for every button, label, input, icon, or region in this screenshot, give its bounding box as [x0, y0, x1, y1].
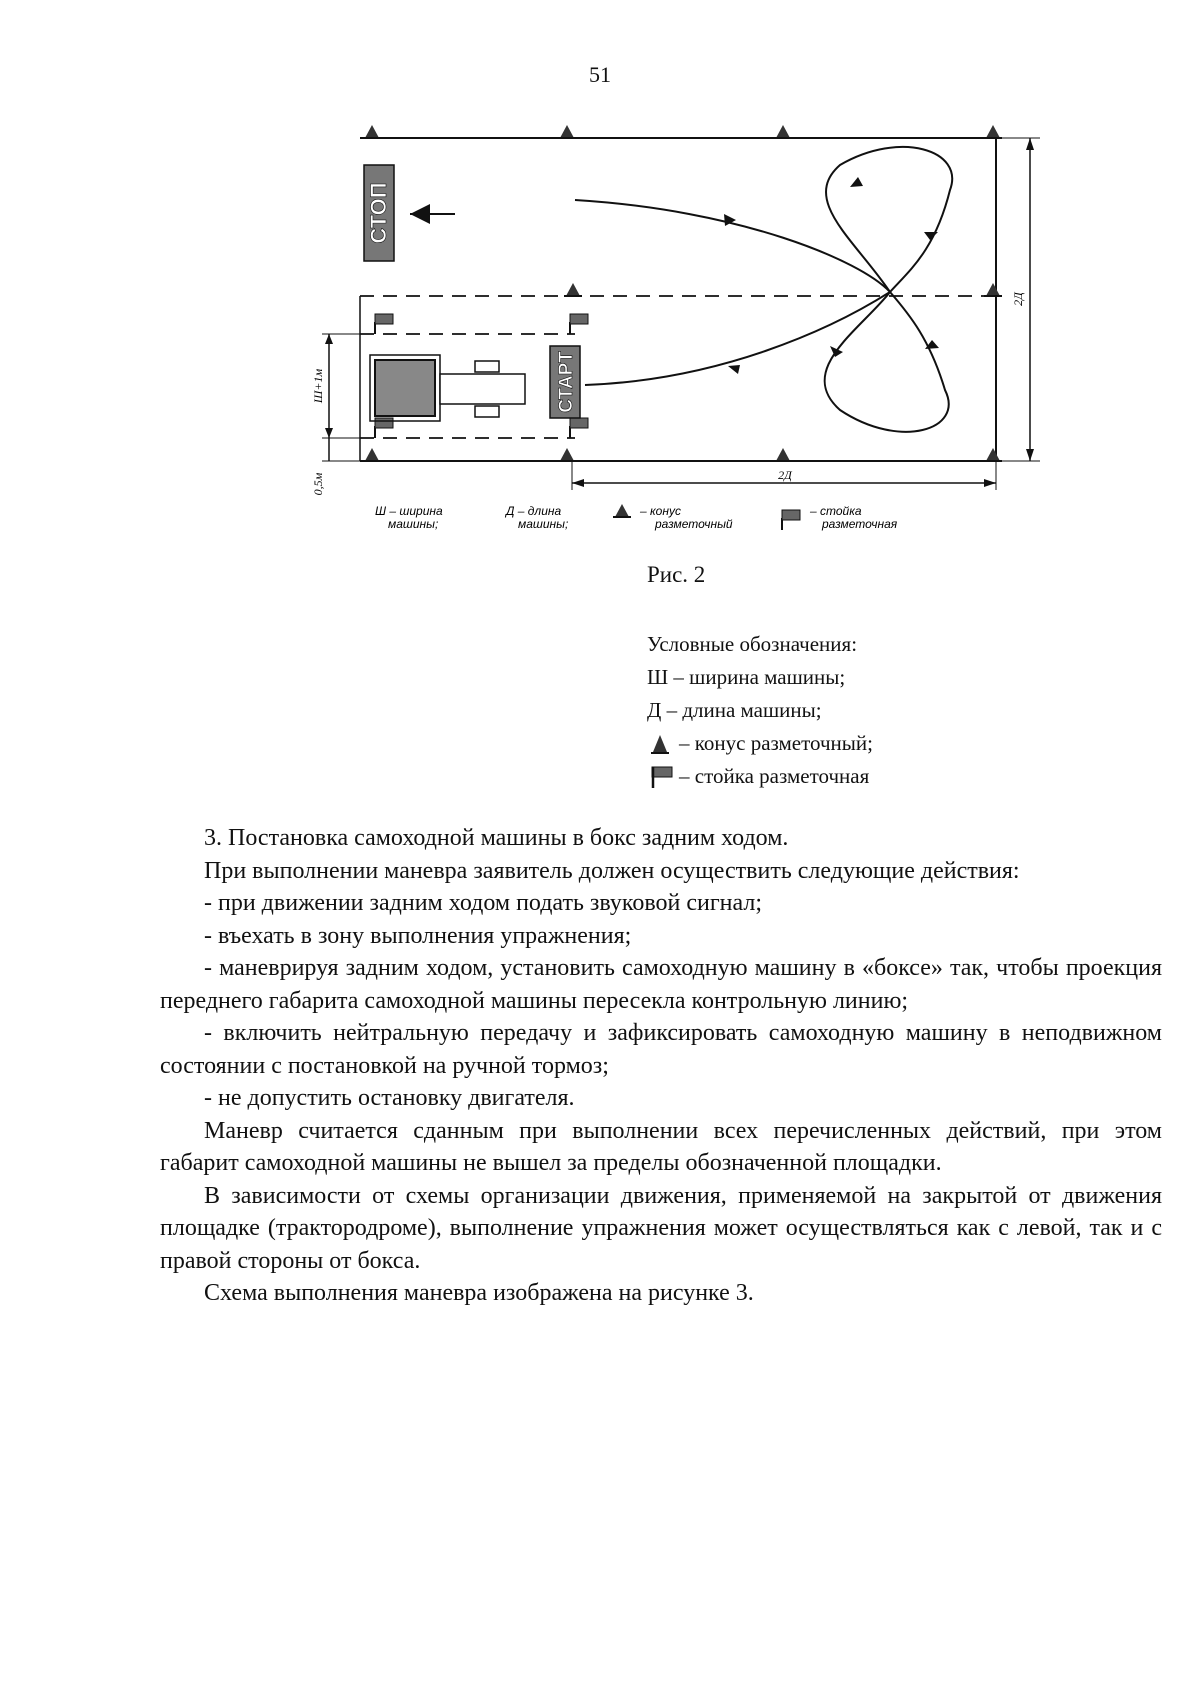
- legend-title: Условные обозначения:: [647, 632, 858, 656]
- small-legend-post-2: разметочная: [822, 517, 898, 531]
- tractor: [370, 355, 525, 421]
- cone-bottom-1: [363, 448, 381, 461]
- trajectory-arrow-3: [830, 346, 843, 357]
- small-legend-cone-icon: [613, 504, 631, 517]
- trajectory-upper-loop: [826, 147, 952, 292]
- cone-top-1: [363, 125, 381, 138]
- legend: [647, 628, 873, 793]
- list-item: - при движении задним ходом подать звуковой сигнал;: [204, 890, 763, 916]
- legend-length: Д – длина машины;: [647, 698, 822, 722]
- stop-sign-label: СТОП: [366, 182, 391, 244]
- trajectory-lower-loop: [825, 292, 949, 432]
- small-legend-length-2: машины;: [518, 517, 569, 531]
- heading-paragraph: 3. Постановка самоходной машины в бокс задним ходом.: [204, 825, 789, 851]
- cone-mid-1: [564, 283, 582, 296]
- legend-cone: – конус разметочный;: [647, 727, 873, 760]
- list-item: - маневрируя задним ходом, установить самоходную машину в «боксе» так, чтобы проекция переднего габарита самоходной машины пересекла контрольную линию;: [160, 955, 1162, 1014]
- list-item: - не допустить остановку двигателя.: [204, 1085, 575, 1111]
- page-number: 51: [589, 62, 611, 87]
- legend-width: Ш – ширина машины;: [647, 665, 846, 689]
- trajectory-arrow-2: [924, 232, 938, 240]
- start-sign-label: СТАРТ: [556, 351, 577, 413]
- paragraph: При выполнении маневра заявитель должен осуществить следующие действия:: [204, 857, 1020, 884]
- cone-bottom-3: [774, 448, 792, 461]
- cone-top-2: [558, 125, 576, 138]
- small-legend-post-1: – стойка: [810, 504, 862, 518]
- dim-height-label: 2Д: [1011, 292, 1025, 306]
- dim-half-label: 0,5м: [311, 472, 325, 496]
- list-item: - включить нейтральную передачу и зафиксировать самоходную машину в неподвижном состоянии с постановкой на ручной тормоз;: [160, 1020, 1162, 1079]
- post-2: [570, 314, 588, 334]
- paragraph: В зависимости от схемы организации движения, применяемой на закрытой от движения площадке (трактородроме), выполнение упражнения может осуществляться как с левой, так и с правой стороны от бокса.: [160, 1182, 1162, 1274]
- paragraph: Маневр считается сданным при выполнении всех перечисленных действий, при этом габарит самоходной машины не вышел за пределы обозначенной площадки.: [160, 1117, 1162, 1176]
- small-legend-cone-1: – конус: [640, 504, 681, 518]
- dim-length-label: 2Д: [778, 468, 792, 482]
- body-text: [160, 822, 1162, 1310]
- cone-bottom-2: [558, 448, 576, 461]
- trajectory-arrow-6: [728, 365, 740, 374]
- cone-mid-2: [984, 283, 1002, 296]
- paragraph: Схема выполнения маневра изображена на рисунке 3.: [204, 1280, 754, 1306]
- small-legend-width-1: Ш – ширина: [375, 504, 443, 518]
- trajectory-entry: [575, 200, 890, 292]
- legend-post: – стойка разметочная: [647, 760, 873, 793]
- small-legend-width-2: машины;: [388, 517, 439, 531]
- trajectory-arrow-1: [850, 177, 863, 187]
- small-legend-length-1: Д – длина: [506, 504, 562, 518]
- cone-top-3: [774, 125, 792, 138]
- cone-icon: [647, 732, 677, 756]
- maneuver-diagram: [0, 0, 1200, 560]
- post-1: [375, 314, 393, 334]
- post-icon: [647, 765, 677, 789]
- figure-caption: Рис. 2: [647, 562, 706, 587]
- dim-box-label: Ш+1м: [311, 368, 325, 404]
- post-4: [570, 418, 588, 438]
- cone-bottom-4: [984, 448, 1002, 461]
- small-legend-post-icon: [782, 510, 800, 530]
- cone-top-4: [984, 125, 1002, 138]
- list-item: - въехать в зону выполнения упражнения;: [204, 922, 632, 949]
- small-legend-cone-2: разметочный: [655, 517, 733, 531]
